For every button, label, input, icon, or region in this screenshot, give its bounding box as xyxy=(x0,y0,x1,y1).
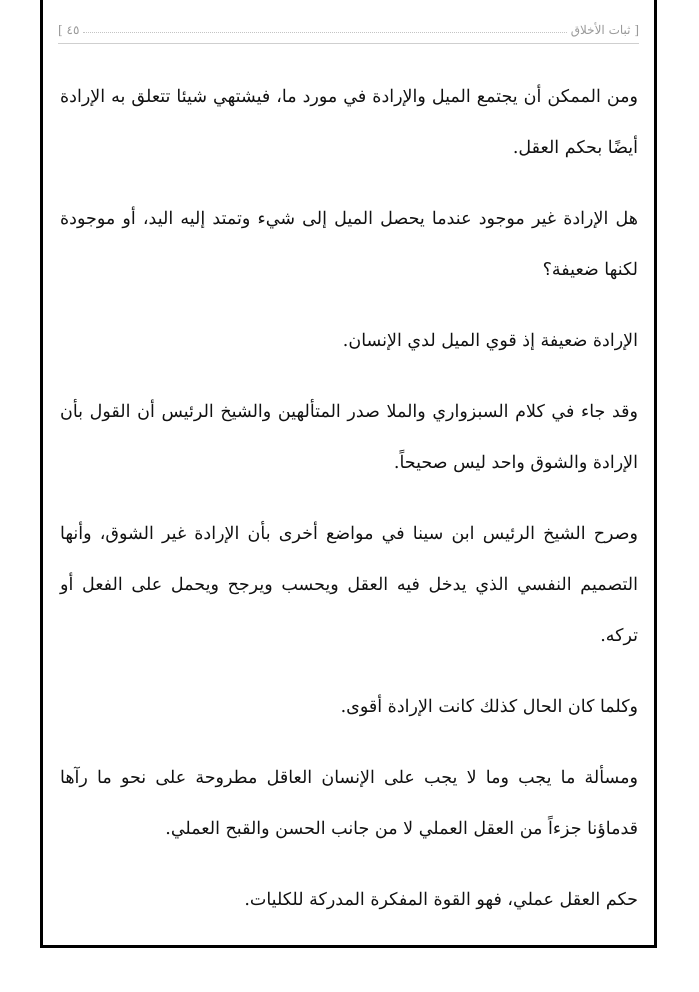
paragraph-4: وقد جاء في كلام السبزواري والملا صدر المتألهين والشيخ الرئيس أن القول بأن الإرادة والشوق واحد ليس صحيحاً. xyxy=(60,402,638,473)
paragraph-2: هل الإرادة غير موجود عندما يحصل الميل إلى شيء وتمتد إليه اليد، أو موجودة لكنها ضعيفة؟ xyxy=(60,209,638,280)
header-dotted-leader xyxy=(83,31,566,33)
header-page-number: ٤٥ ] xyxy=(58,23,80,37)
page-body xyxy=(60,72,638,946)
paragraph-7: ومسألة ما يجب وما لا يجب على الإنسان العاقل مطروحة على نحو ما رآها قدماؤنا جزءاً من العقل العملي لا من جانب الحسن والقبح العملي. xyxy=(60,768,638,839)
header-book-title: [ ثبات الأخلاق xyxy=(570,23,639,37)
paragraph-5: وصرح الشيخ الرئيس ابن سينا في مواضع أخرى بأن الإرادة غير الشوق، وأنها التصميم النفسي الذي يدخل فيه العقل ويحسب ويرجح ويحمل على الفعل أو تركه. xyxy=(60,524,638,646)
paragraph-1: ومن الممكن أن يجتمع الميل والإرادة في مورد ما، فيشتهي شيئا تتعلق به الإرادة أيضًا بحكم العقل. xyxy=(60,87,638,158)
paragraph-6: وكلما كان الحال كذلك كانت الإرادة أقوى. xyxy=(340,697,638,717)
running-header xyxy=(58,18,639,44)
paragraph-3: الإرادة ضعيفة إذ قوي الميل لدي الإنسان. xyxy=(342,331,638,351)
paragraph-8: حكم العقل عملي، فهو القوة المفكرة المدركة للكليات. xyxy=(244,890,638,910)
